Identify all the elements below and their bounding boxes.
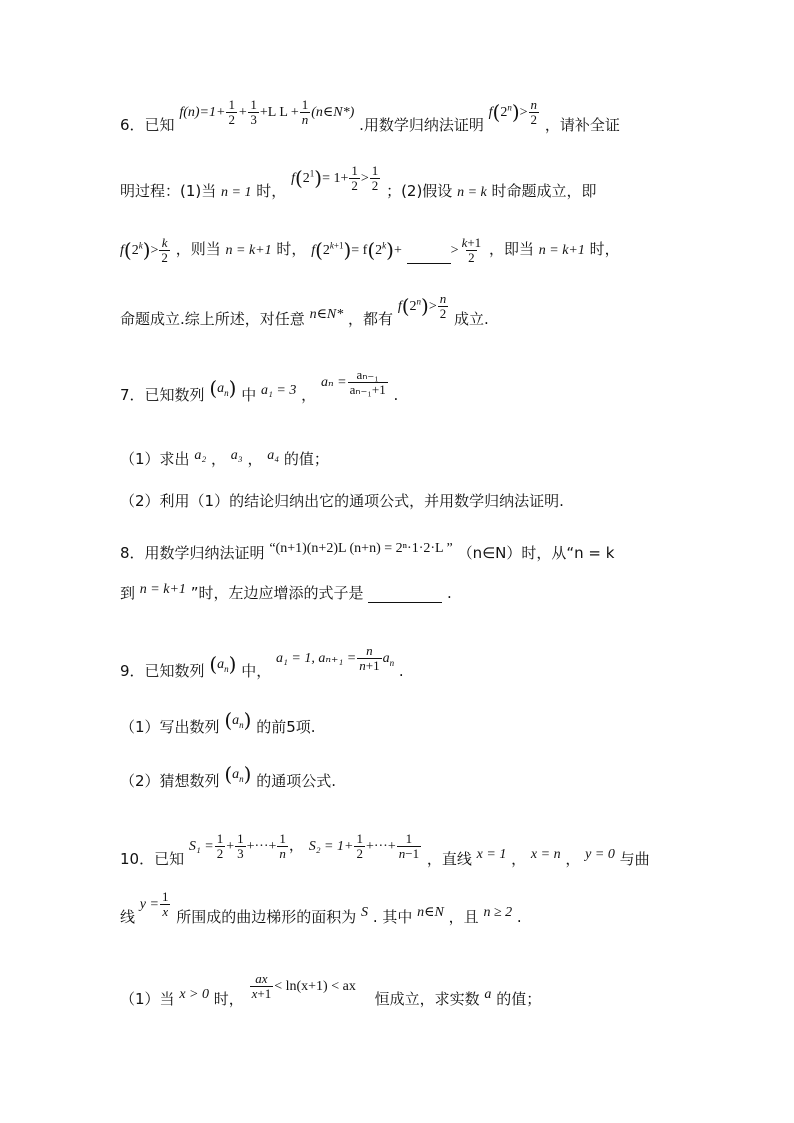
- q6-frac-1-over-n: $\frac{1}{n}$: [301, 97, 309, 127]
- q7-line-1: 7．已知数列 $(a_n)$ 中 a₁ = 3 ， aₙ = $\frac{\text{aₙ₋₁}}{\text{aₙ₋₁+1}}$ .: [120, 367, 399, 405]
- q6-frac-half: $\frac{1}{2}$: [228, 97, 235, 127]
- q8-line-2: 到 n = k+1 ”时，左边应增添的式子是 .: [120, 582, 452, 602]
- q10-part-1: （1）当 x > 0 时， $\frac{ax}{x+1}$ < ln(x+1) < ax 恒成立，求实数 a 的值；: [120, 971, 542, 1009]
- q9-recurrence-frac: $\frac{n}{n+1}$: [359, 643, 380, 673]
- q6-line-3: $f(2^k)>$ $\frac{k}{2}$ ，则当 n = k+1 时， $f(2^{k+1})= f(2^k)+$ > $\frac{k+1}{2}$ ，即当 n = k+1 时，: [120, 235, 620, 265]
- q6-frac-n-over-2: $\frac{n}{2}$: [530, 97, 538, 127]
- q9-part-2: （2）猜想数列 $(a_n)$ 的通项公式.: [120, 762, 337, 790]
- q6-answer-blank[interactable]: [407, 245, 451, 264]
- q6-line-2: 明过程：(1)当 n = 1 时， $f(2^1)= 1+$ $\frac{1}{2}$ > $\frac{1}{2}$ ；(2)假设 n = k 时命题成立，即: [120, 163, 597, 201]
- q6-f-def-lhs: f(n)=1+: [179, 105, 226, 121]
- q9-part-1: （1）写出数列 $(a_n)$ 的前5项.: [120, 708, 316, 736]
- q7-recurrence-frac: $\frac{\text{aₙ₋₁}}{\text{aₙ₋₁+1}}$: [349, 367, 386, 397]
- q7-part-2: （2）利用（1）的结论归纳出它的通项公式，并用数学归纳法证明.: [120, 492, 564, 510]
- q8-answer-blank[interactable]: [368, 586, 442, 603]
- q6-line-4: 命题成立.综上所述，对任意 n∈N* ，都有 $f(2^n)>$ $\frac{n}{2}$ 成立.: [120, 291, 489, 329]
- q6-line-1: 6．已知 f(n)=1+ $\frac{1}{2}$ + $\frac{1}{3}$ +L L + $\frac{1}{n}$ (n∈N*) .用数学归纳法证明 $f(2^n)>$ $\frac{n}{2}$ ，请补全证: [120, 97, 620, 135]
- q6-number: 6．已知: [120, 116, 175, 135]
- q7-part-1: （1）求出 a₂ ， a₃ ， a₄ 的值；: [120, 448, 329, 468]
- q8-line-1: 8．用数学归纳法证明 “(n+1)(n+2)L (n+n) = 2ⁿ·1·2·L ” （n∈N）时，从“n = k: [120, 541, 615, 562]
- q10-line-1: 10．已知 S₁ = $\frac{1}{2}$ + $\frac{1}{3}$ +···+ $\frac{1}{n}$ ， S₂ = 1+ $\frac{1}{2}$ +···+ $\frac{1}{n-1}$ ，直线 x = 1 ， x = n ， y = 0 与曲: [120, 831, 650, 869]
- q6-frac-third: $\frac{1}{3}$: [250, 97, 257, 127]
- q9-line-1: 9．已知数列 $(a_n)$ 中， a₁ = 1, aₙ₊₁ = $\frac{n}{n+1}$ $a_n$ .: [120, 643, 404, 681]
- q10-line-2: 线 y = $\frac{1}{x}$ 所围成的曲边梯形的面积为 S . 其中 n∈N ，且 n ≥ 2 .: [120, 889, 522, 927]
